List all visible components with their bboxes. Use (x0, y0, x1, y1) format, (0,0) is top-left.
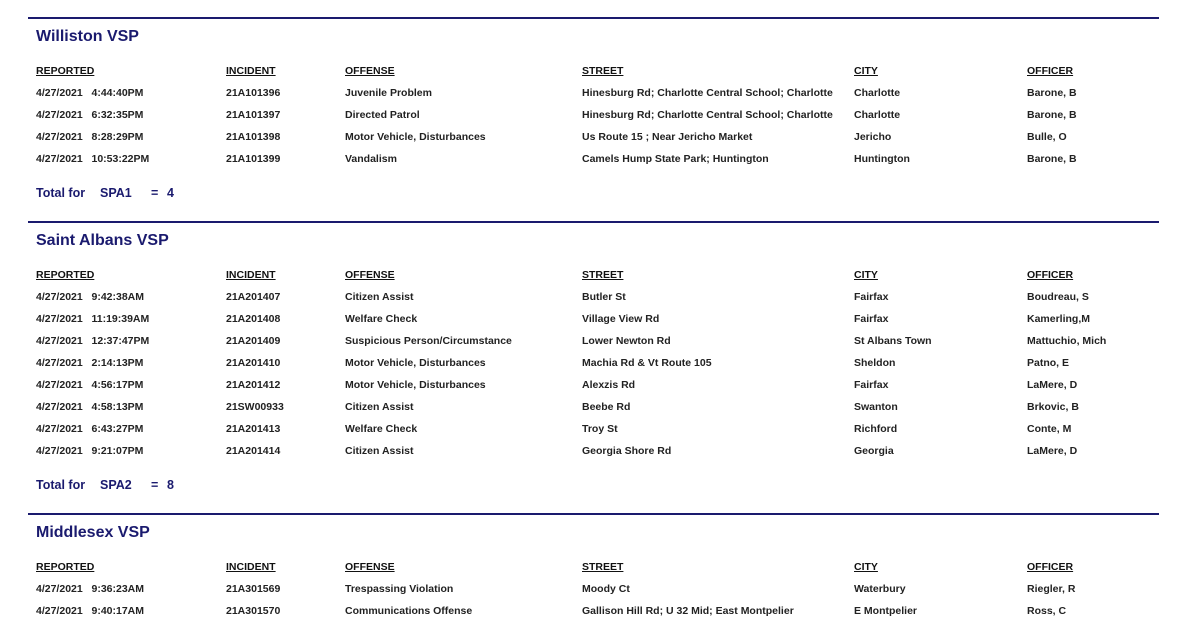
cell-date: 4/27/2021 (36, 379, 83, 391)
station-title: Saint Albans VSP (36, 232, 169, 249)
cell-incident: 21A201407 (226, 291, 281, 303)
cell-officer: Riegler, R (1027, 583, 1076, 595)
cell-officer: LaMere, D (1027, 379, 1078, 391)
cell-date: 4/27/2021 (36, 423, 83, 435)
cell-offense: Welfare Check (345, 313, 418, 325)
cell-offense: Welfare Check (345, 423, 418, 435)
total-count: 8 (167, 478, 174, 492)
cell-date: 4/27/2021 (36, 401, 83, 413)
cell-city: Richford (854, 423, 898, 435)
cell-city: Sheldon (854, 357, 896, 369)
section-divider (28, 221, 1159, 223)
cell-street: Moody Ct (582, 583, 630, 595)
cell-street: Georgia Shore Rd (582, 445, 672, 457)
cell-city: Charlotte (854, 109, 901, 121)
cell-reported (36, 153, 149, 165)
header-incident: INCIDENT (226, 65, 276, 77)
cell-street: Beebe Rd (582, 401, 631, 413)
header-reported: REPORTED (36, 561, 95, 573)
cell-date: 4/27/2021 (36, 109, 83, 121)
cell-offense: Vandalism (345, 153, 397, 165)
cell-incident: 21A101398 (226, 131, 281, 143)
cell-reported (36, 583, 144, 595)
cell-date: 4/27/2021 (36, 605, 83, 617)
cell-city: Waterbury (854, 583, 906, 595)
cell-incident: 21A101399 (226, 153, 281, 165)
cell-city: E Montpelier (854, 605, 918, 617)
total-code: SPA1 (100, 186, 132, 200)
cell-offense: Citizen Assist (345, 401, 414, 413)
header-offense: OFFENSE (345, 269, 395, 281)
cell-time: 9:42:38AM (91, 291, 145, 303)
cell-offense: Directed Patrol (345, 109, 420, 121)
cell-time: 9:36:23AM (91, 583, 145, 595)
total-count: 4 (167, 186, 174, 200)
section-divider (28, 513, 1159, 515)
cell-street: Lower Newton Rd (582, 335, 671, 347)
cell-city: Swanton (854, 401, 898, 413)
header-reported: REPORTED (36, 269, 95, 281)
cell-reported (36, 401, 143, 413)
header-street: STREET (582, 561, 624, 573)
cell-date: 4/27/2021 (36, 87, 83, 99)
station-title: Williston VSP (36, 28, 139, 45)
cell-date: 4/27/2021 (36, 583, 83, 595)
cell-incident: 21A301570 (226, 605, 281, 617)
cell-city: Fairfax (854, 291, 889, 303)
cell-time: 11:19:39AM (91, 313, 150, 325)
cell-time: 4:44:40PM (91, 87, 144, 99)
cell-offense: Juvenile Problem (345, 87, 432, 99)
cell-reported (36, 445, 143, 457)
cell-incident: 21A101396 (226, 87, 281, 99)
header-street: STREET (582, 269, 624, 281)
cell-incident: 21A201414 (226, 445, 281, 457)
cell-officer: Barone, B (1027, 153, 1077, 165)
cell-reported (36, 357, 143, 369)
cell-city: Fairfax (854, 379, 889, 391)
cell-date: 4/27/2021 (36, 153, 83, 165)
cell-offense: Trespassing Violation (345, 583, 454, 595)
cell-city: Jericho (854, 131, 892, 143)
cell-reported (36, 335, 149, 347)
cell-time: 9:40:17AM (91, 605, 145, 617)
cell-city: Huntington (854, 153, 910, 165)
cell-officer: Boudreau, S (1027, 291, 1089, 303)
header-street: STREET (582, 65, 624, 77)
station-section-saint-albans (28, 221, 1159, 511)
cell-incident: 21A301569 (226, 583, 281, 595)
cell-time: 10:53:22PM (91, 153, 150, 165)
header-offense: OFFENSE (345, 561, 395, 573)
cell-time: 6:43:27PM (91, 423, 144, 435)
cell-offense: Citizen Assist (345, 445, 414, 457)
cell-officer: Ross, C (1027, 605, 1067, 617)
cell-officer: Conte, M (1027, 423, 1072, 435)
header-offense: OFFENSE (345, 65, 395, 77)
station-section-williston (28, 17, 1159, 217)
cell-date: 4/27/2021 (36, 131, 83, 143)
cell-officer: Kamerling,M (1027, 313, 1091, 325)
total-code: SPA2 (100, 478, 132, 492)
cell-time: 6:32:35PM (91, 109, 144, 121)
header-city: CITY (854, 65, 878, 77)
total-equals: = (151, 186, 159, 200)
cell-time: 9:21:07PM (91, 445, 144, 457)
header-reported: REPORTED (36, 65, 95, 77)
cell-date: 4/27/2021 (36, 335, 83, 347)
cell-officer: Bulle, O (1027, 131, 1067, 143)
cell-street: Hinesburg Rd; Charlotte Central School; Charlotte (582, 109, 833, 121)
cell-incident: 21A101397 (226, 109, 281, 121)
cell-officer: Patno, E (1027, 357, 1070, 369)
cell-offense: Motor Vehicle, Disturbances (345, 131, 486, 143)
cell-street: Camels Hump State Park; Huntington (582, 153, 769, 165)
cell-street: Troy St (582, 423, 618, 435)
cell-city: Charlotte (854, 87, 901, 99)
section-divider (28, 17, 1159, 19)
cell-incident: 21A201408 (226, 313, 281, 325)
cell-street: Us Route 15 ; Near Jericho Market (582, 131, 753, 143)
cell-reported (36, 379, 143, 391)
cell-date: 4/27/2021 (36, 357, 83, 369)
cell-reported (36, 423, 143, 435)
cell-street: Butler St (582, 291, 626, 303)
cell-time: 8:28:29PM (91, 131, 144, 143)
header-city: CITY (854, 561, 878, 573)
cell-offense: Suspicious Person/Circumstance (345, 335, 512, 347)
cell-officer: Barone, B (1027, 109, 1077, 121)
cell-street: Hinesburg Rd; Charlotte Central School; Charlotte (582, 87, 833, 99)
cell-officer: Mattuchio, Mich (1027, 335, 1107, 347)
header-incident: INCIDENT (226, 269, 276, 281)
cell-officer: Barone, B (1027, 87, 1077, 99)
station-title: Middlesex VSP (36, 524, 150, 541)
cell-street: Village View Rd (582, 313, 660, 325)
header-incident: INCIDENT (226, 561, 276, 573)
total-label: Total for (36, 186, 86, 200)
cell-reported (36, 131, 143, 143)
cell-street: Alexzis Rd (582, 379, 636, 391)
cell-time: 2:14:13PM (91, 357, 144, 369)
header-officer: OFFICER (1027, 561, 1074, 573)
cell-reported (36, 313, 149, 325)
cell-reported (36, 109, 143, 121)
header-officer: OFFICER (1027, 269, 1074, 281)
cell-offense: Citizen Assist (345, 291, 414, 303)
cell-date: 4/27/2021 (36, 313, 83, 325)
cell-date: 4/27/2021 (36, 291, 83, 303)
cell-street: Gallison Hill Rd; U 32 Mid; East Montpelier (582, 605, 794, 617)
cell-offense: Communications Offense (345, 605, 473, 617)
total-equals: = (151, 478, 159, 492)
cell-offense: Motor Vehicle, Disturbances (345, 379, 486, 391)
cell-offense: Motor Vehicle, Disturbances (345, 357, 486, 369)
cell-city: Fairfax (854, 313, 889, 325)
cell-time: 4:56:17PM (91, 379, 144, 391)
cell-incident: 21SW00933 (226, 401, 284, 413)
cell-city: Georgia (854, 445, 894, 457)
cell-reported (36, 291, 144, 303)
header-officer: OFFICER (1027, 65, 1074, 77)
cell-incident: 21A201409 (226, 335, 281, 347)
cell-incident: 21A201413 (226, 423, 281, 435)
cell-time: 4:58:13PM (91, 401, 144, 413)
cell-reported (36, 87, 143, 99)
station-section-middlesex (28, 513, 1159, 630)
cell-officer: Brkovic, B (1027, 401, 1079, 413)
cell-date: 4/27/2021 (36, 445, 83, 457)
cell-street: Machia Rd & Vt Route 105 (582, 357, 712, 369)
cell-incident: 21A201410 (226, 357, 281, 369)
cell-reported (36, 605, 144, 617)
cell-city: St Albans Town (854, 335, 932, 347)
cell-incident: 21A201412 (226, 379, 281, 391)
cell-officer: LaMere, D (1027, 445, 1078, 457)
total-label: Total for (36, 478, 86, 492)
cell-time: 12:37:47PM (91, 335, 150, 347)
header-city: CITY (854, 269, 878, 281)
